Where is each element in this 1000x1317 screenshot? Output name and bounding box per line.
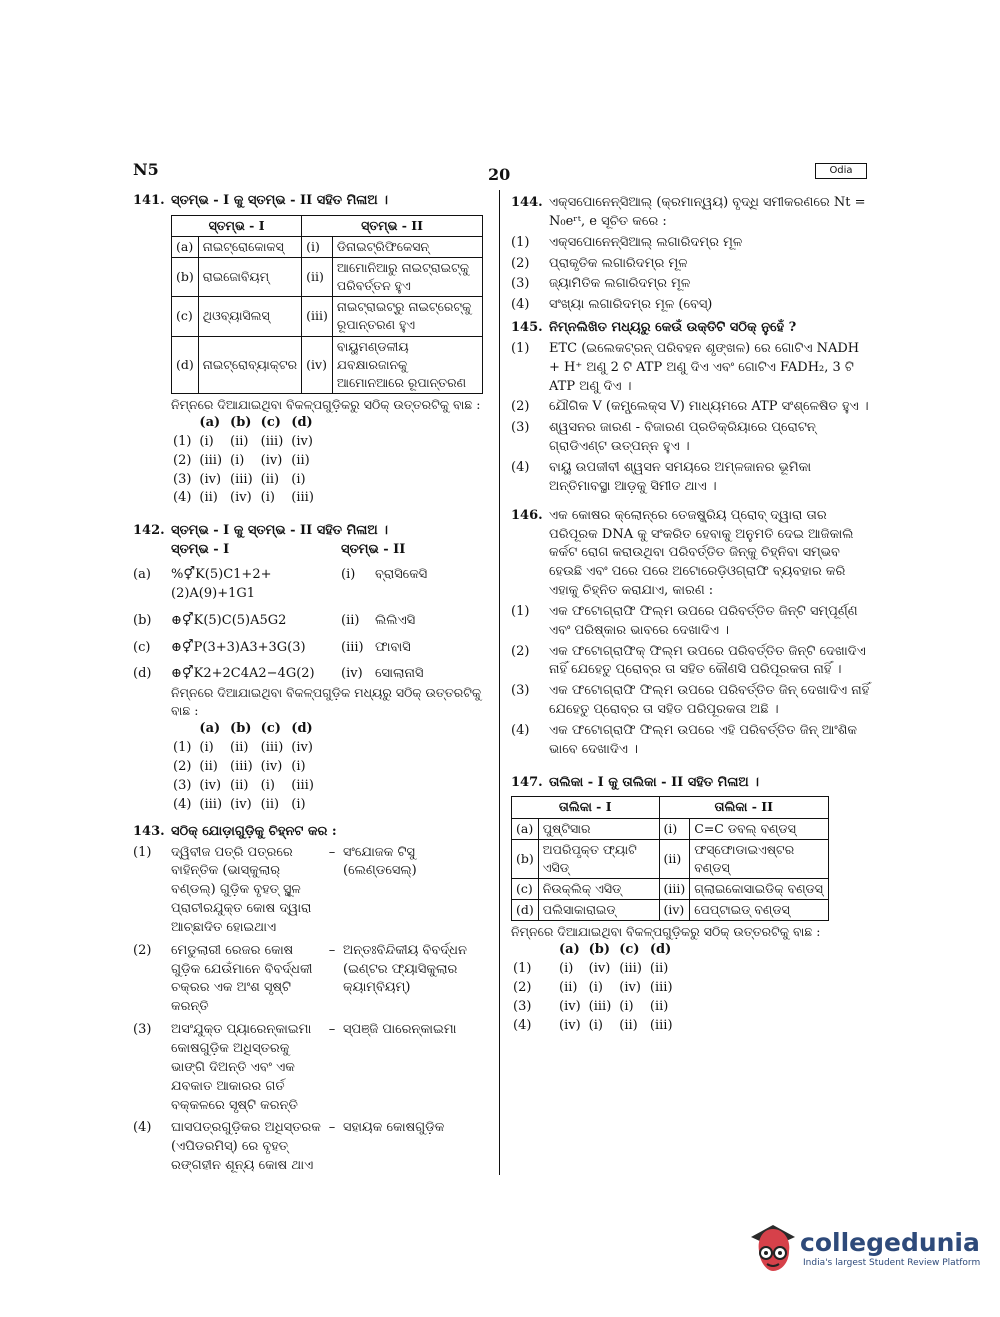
table-row [512,839,829,878]
option-cell: (iv) [199,471,222,487]
row-item: ⊕⚥K(5)C(5)A5G2 [171,612,287,628]
row-item: ଲିଲିଏସି [375,612,416,628]
option-row[interactable] [173,758,322,777]
question-number: 146. [511,507,543,523]
option-cell: (iii) [199,452,223,468]
question-142 [133,522,493,814]
option-number: (4) [133,1120,152,1136]
option-row[interactable] [513,979,681,998]
option-number: (3) [511,276,530,292]
pair-item: (3) ଅସଂଯୁକ୍ତ ପ୍ୟାରେନ୍‌କାଇମା କୋଷଗୁଡ଼ିକ ଅଧିସ୍ତରକୁ ଭାଙ୍ଗି ଦିଅନ୍ତି ଏବଂ ଏକ ଯବକାତ ଆକାରର ଗର୍ତ ବକ୍କଳରେ ସୃଷ୍ଟି କରନ୍ତି – ସ୍ପଞ୍ଜି ପାରେନ୍‌କାଇମା [133,1021,493,1115]
row-item: ପୁଷ୍ଟିସାର [538,818,659,839]
row-item: ନାଇଟ୍ରାଇଟ୍‌ରୁ ନାଇଟ୍ରେଟ୍‌କୁ ରୂପାନ୍ତରଣ ହୁଏ [332,297,482,336]
opt-head: (c) [619,942,640,958]
question-stem: ଏକ କୋଷର କ୍ଲୋନ୍‌ରେ ତେଜଷ୍କ୍ରିୟ ପ୍ରୋବ୍ ଦ୍ୱାରା ତାର ପରିପୂରକ DNA କୁ ସଂକରିତ ହେବାକୁ ଅନୁମତି ଦେଇ ଆଜିକାଲି କର୍କଟ ରୋଗ କରାଉଥିବା ପରିବର୍ତ୍ତିତ ଜିନ୍‌କୁ ଚିହ୍ନିବା ସମ୍ଭବ ହେଉଛି ଏବଂ ପରେ ପରେ ଅଟୋରେଡ଼ିଓଗ୍ରାଫି ବ୍ୟବହାର କରି ଏହାକୁ ଚିହ୍ନିତ କରାଯାଏ, କାରଣ : [549,507,854,599]
option-cell: (ii) [291,452,310,468]
row-item: ରାଇଜୋବିୟମ୍ [198,258,301,297]
row-key: (iv) [302,336,333,393]
question-stem: ସ୍ତମ୍ଭ - I କୁ ସ୍ତମ୍ଭ - II ସହିତ ମିଳାଅ । [171,193,388,208]
option-cell: (iii) [619,961,642,977]
table-row [172,258,483,297]
question-144 [511,194,871,315]
option-number: (2) [513,980,532,996]
pair-right: ଅନ୍ତଃବିନ୍ଦିକୀୟ ବିବର୍ଦ୍ଧନ (ଇଣ୍ଟର ଫ୍ୟାସିକୁଲାର କ୍ୟାମ୍ବିୟମ୍) [343,942,467,996]
opt-head: (b) [230,721,252,737]
option-text: ଯୌଗିକ V (କମ୍ପ୍ଲେକ୍ସ V) ମାଧ୍ୟମରେ ATP ସଂଶ୍ଳେଷିତ ହୁଏ । [549,399,869,415]
row-item: ସୋଲାନାସି [375,666,424,682]
pair-right: ସହାୟକ କୋଷଗୁଡ଼ିକ [343,1120,445,1136]
pair-left: ଅସଂଯୁକ୍ତ ପ୍ୟାରେନ୍‌କାଇମା କୋଷଗୁଡ଼ିକ ଅଧିସ୍ତରକୁ ଭାଙ୍ଗି ଦିଅନ୍ତି ଏବଂ ଏକ ଯବକାତ ଆକାରର ଗର୍ତ ବକ୍କଳରେ ସୃଷ୍ଟି କରନ୍ତି [171,1022,312,1113]
option-number: (3) [173,471,192,487]
table-row [512,878,829,899]
question-number: 142. [133,523,165,539]
question-number: 147. [511,774,543,790]
option-cell: (iv) [559,1017,581,1033]
row-key: (c) [172,297,199,336]
row-key: (iii) [659,878,690,899]
answer-options [173,720,322,814]
option-cell: (iii) [260,433,284,449]
pair-item: (2) ମେଡୁଲାରୀ ରେଜର କୋଷ ଗୁଡ଼ିକ ଯେଉଁମାନେ ବିବର୍ଦ୍ଧକୀ ଚକ୍ରର ଏକ ଅଂଶ ସୃଷ୍ଟି କରନ୍ତି – ଅନ୍ତଃବିନ୍ଦିକୀୟ ବିବର୍ଦ୍ଧନ (ଇଣ୍ଟର ଫ୍ୟାସିକୁଲାର କ୍ୟାମ୍ବିୟମ୍) [133,942,493,1017]
instruction: ନିମ୍ନରେ ଦିଆଯାଇଥିବା ବିକଳ୍ପଗୁଡ଼ିକ ମଧ୍ୟରୁ ସଠିକ୍ ଉତ୍ତରଟିକୁ ବାଛ : [171,685,482,719]
question-146 [511,507,871,760]
option-cell: (iv) [230,796,252,812]
option-cell: (i) [291,471,306,487]
option-cell: (i) [260,778,275,793]
option-cell: (ii) [649,998,669,1014]
question-141 [133,192,493,508]
option-number: (4) [173,796,192,812]
option-cell: (iv) [588,961,611,977]
row-key: (a) [133,567,151,582]
option-cell: (ii) [559,980,578,996]
row-key: (iv) [659,900,690,921]
option-cell: (iv) [559,998,581,1014]
question-147 [511,774,871,1036]
column-divider [499,190,500,1175]
option-cell: (iv) [230,490,252,506]
row-item: ଅପରିପୃକ୍ତ ଫ୍ୟାଟି ଏସିଡ୍ [538,839,659,878]
option-cell: (i) [291,759,306,775]
row-key: (d) [133,666,152,682]
option-cell: (i) [559,961,574,977]
instruction: ନିମ୍ନରେ ଦିଆଯାଇଥିବା ବିକଳ୍ପଗୁଡ଼ିକରୁ ସଠିକ୍ ଉତ୍ତରଟିକୁ ବାଛ : [511,924,821,940]
option-cell: (ii) [230,778,249,793]
row-item: %⚥K(5)C1+2+(2)A(9)+1G1 [171,567,272,601]
row-item: ନାଇଟ୍ରୋକୋକସ୍ [198,236,301,257]
option-number: (2) [133,942,152,958]
option-number: (1) [173,740,192,756]
row-item: ⊕⚥K2+2C4A2−4G(2) [171,666,315,682]
option-row[interactable] [513,1017,681,1036]
option-number: (1) [133,844,152,860]
option-cell: (iii) [588,998,612,1014]
pair-right: ସଂଯୋଜକ ଟିସୁ (ଲେଣ୍ଡସେଲ୍) [343,844,417,879]
option-cell: (iii) [649,1017,673,1033]
opt-head: (c) [260,721,281,737]
option-text: ଏକ ଫଟୋଗ୍ରାଫି ଫିଲ୍‌ମ ଉପରେ ପରିବର୍ତ୍ତିତ ଜିନ୍ ଦେଖାଦିଏ ନାହିଁ ଯେହେତୁ ପ୍ରୋବ୍‌ର ତା ସହିତ ପରିପୂରକତା ଅଛି । [549,683,870,718]
pair-item: (1) ଦ୍ୱିବୀଜ ପତ୍ରି ପତ୍ରରେ ବାହିନ୍ତିକ (ଭାସ୍କୁଲାର୍ ବଣ୍ଡଲ୍) ଗୁଡ଼ିକ ବୃହତ୍ ସ୍ଥୂଳ ପ୍ରାଚୀରଯୁକ୍ତ କୋଷ ଦ୍ୱାରା ଆଚ୍ଛାଦିତ ହୋଇଥାଏ – ସଂଯୋଜକ ଟିସୁ (ଲେଣ୍ଡସେଲ୍) [133,844,493,938]
opt-head: (d) [291,415,313,431]
option-number: (3) [133,1022,152,1038]
row-key: (ii) [341,612,360,628]
option-cell: (iv) [291,433,313,449]
column-2-header: ତାଲିକା - II [659,797,829,818]
row-item: ପଲିସାକାରାଇଡ୍ [538,900,659,921]
option-cell: (i) [588,1017,603,1033]
row-key: (iii) [302,297,333,336]
option-number: (1) [513,961,532,977]
option-cell: (i) [619,998,634,1014]
option-text: ଜ୍ୟାମିତିକ ଲଗାରିଦମ୍‌ର ମୂଳ [549,276,691,292]
option-cell: (iii) [230,759,253,775]
option-row[interactable] [173,471,322,490]
option-cell: (ii) [619,1017,638,1033]
option-number: (1) [511,603,530,619]
option-number: (3) [511,683,530,699]
row-key: (b) [172,258,199,297]
row-key: (ii) [302,258,333,297]
option-cell: (iv) [199,778,222,793]
option-row[interactable] [173,739,322,758]
option-cell: (iii) [649,980,673,996]
option-item[interactable] [511,234,871,253]
match-row [133,665,493,684]
page-number: 20 [488,165,511,184]
option-cell: (ii) [260,796,280,812]
option-cell: (ii) [199,490,218,506]
row-item: ନାଇଟ୍ରୋବ୍ୟାକ୍ଟର [198,336,301,393]
option-item[interactable] [511,340,871,397]
option-cell: (ii) [199,759,218,775]
option-cell: (ii) [260,471,280,487]
option-item[interactable] [511,722,871,760]
option-number: (4) [513,1017,532,1033]
option-cell: (ii) [230,433,249,449]
row-key: (a) [512,818,539,839]
option-row[interactable] [173,777,322,796]
option-cell: (i) [199,740,214,756]
pair-left: ମେଡୁଲାରୀ ରେଜର କୋଷ ଗୁଡ଼ିକ ଯେଉଁମାନେ ବିବର୍ଦ୍ଧକୀ ଚକ୍ରର ଏକ ଅଂଶ ସୃଷ୍ଟି କରନ୍ତି [171,942,313,1015]
option-item[interactable] [511,419,871,457]
question-number: 145. [511,320,543,336]
row-item: C=C ଡବଲ୍ ବଣ୍ଡସ୍ [690,818,829,839]
opt-head: (d) [649,942,672,958]
option-number: (2) [173,452,192,468]
option-item[interactable] [511,643,871,681]
question-number: 141. [133,193,165,208]
option-number: (4) [511,459,530,475]
row-item: ଫସ୍‌ଫୋଡାଇଏଷ୍ଟର ବଣ୍ଡସ୍ [690,839,829,878]
row-item: ବ୍ରାସିକେସି [375,567,428,582]
question-stem: ତାଲିକା - I କୁ ତାଲିକା - II ସହିତ ମିଳାଅ । [549,774,759,790]
option-item[interactable] [511,296,871,315]
row-key: (iv) [341,666,363,682]
option-row[interactable] [173,452,322,471]
option-cell: (iii) [230,471,253,487]
option-cell: (i) [291,796,306,812]
opt-head: (c) [260,415,281,431]
question-number: 143. [133,823,165,839]
row-item: ଡିନାଇଟ୍ରିଫିକେସନ୍ [332,236,482,257]
match-row [133,566,493,604]
row-key: (c) [512,878,539,899]
question-number: 144. [511,195,543,210]
row-key: (d) [512,900,539,921]
row-item: ନିଉକ୍ଲିକ୍ ଏସିଡ୍ [538,878,659,899]
row-key: (d) [172,336,199,393]
match-row [133,639,493,658]
column-1-header: ତାଲିକା - I [512,797,660,818]
opt-head: (a) [199,415,221,431]
pair-left: ଦ୍ୱିବୀଜ ପତ୍ରି ପତ୍ରରେ ବାହିନ୍ତିକ (ଭାସ୍କୁଲାର୍ ବଣ୍ଡଲ୍) ଗୁଡ଼ିକ ବୃହତ୍ ସ୍ଥୂଳ ପ୍ରାଚୀରଯୁକ୍ତ କୋଷ ଦ୍ୱାରା ଆଚ୍ଛାଦିତ ହୋଇଥାଏ [171,844,312,935]
row-item: ଗ୍ଲାଇକୋସାଇଡିକ୍ ବଣ୍ଡସ୍ [690,878,829,899]
row-item: ବାୟୁମଣ୍ଡଳୀୟ ଯବକ୍ଷାରଜାନକୁ ଆମୋନଆରେ ରୂପାନ୍ତରଣ [332,336,482,393]
option-cell: (iv) [619,980,641,996]
option-number: (2) [511,255,530,271]
opt-head: (b) [230,415,252,431]
option-number: (3) [513,998,532,1014]
question-stem: ସଠିକ୍ ଯୋଡ଼ାଗୁଡ଼ିକୁ ଚିହ୍ନଟ କର : [171,823,337,839]
option-number: (2) [511,399,530,415]
option-number: (4) [511,722,530,738]
option-row[interactable] [513,960,681,979]
table-row [512,818,829,839]
option-item[interactable] [511,682,871,720]
option-row[interactable] [173,433,322,452]
column-1-header: ସ୍ତମ୍ଭ - I [172,215,302,236]
question-stem: ନିମ୍ନଲିଖିତ ମଧ୍ୟରୁ କେଉଁ ଉକ୍ତିଟି ସଠିକ୍ ନୁହେଁ ? [549,320,797,336]
row-item: ଆମୋନିଆରୁ ନାଇଟ୍ରାଇଟ୍‌କୁ ପରିବର୍ତ୍ତନ ହୁଏ [332,258,482,297]
column-2-header: ସ୍ତମ୍ଭ - II [302,215,483,236]
row-key: (i) [302,236,333,257]
option-cell: (iii) [291,490,314,506]
pair-item: (4) ଘାସପତ୍ରଗୁଡ଼ିକର ଅଧିସ୍ତରକ (ଏପିଡରମିସ୍) ରେ ବୃହତ୍ ରଙ୍ଗହୀନ ଶୂନ୍ୟ କୋଷ ଥାଏ – ସହାୟକ କୋଷଗୁଡ଼ିକ [133,1119,493,1176]
answer-options [513,941,681,1035]
question-stem: ସ୍ତମ୍ଭ - I କୁ ସ୍ତମ୍ଭ - II ସହିତ ମିଳାଅ । [171,523,388,539]
right-column [511,192,871,1036]
row-key: (i) [659,818,690,839]
table-row [172,236,483,257]
column-1-header: ସ୍ତମ୍ଭ - I [171,542,230,558]
option-text: ଶ୍ୱସନର ଜାରଣ - ବିଜାରଣ ପ୍ରତିକ୍ରିୟାରେ ପ୍ରୋଟନ୍ ଗ୍ରାଡିଏଣ୍ଟ ଉତ୍ପନ୍ନ ହୁଏ । [549,420,816,455]
option-number: (2) [511,643,530,659]
collegedunia-mascot-icon [745,1215,800,1280]
option-number: (1) [511,234,530,250]
option-cell: (iii) [199,796,223,812]
row-item: ପେପ୍‌ଟାଇଡ୍ ବଣ୍ଡସ୍ [690,900,829,921]
option-text: ସଂଖ୍ୟା ଲଗାରିଦମ୍‌ର ମୂଳ (ବେସ୍) [549,297,713,313]
option-text: ବାୟୁ ଉପଜୀବୀ ଶ୍ୱସନ ସମୟରେ ଅମ୍ଳଜାନର ଭୂମିକା ଅନ୍ତିମାବସ୍ଥା ଆଡ଼କୁ ସିମୀତ ଥାଏ । [549,459,812,494]
paper-code: N5 [133,160,159,179]
option-cell: (i) [260,490,275,506]
language-label: Odia [815,163,867,179]
question-stem: ଏକ୍ସପୋନେନ୍‌ସିଆଲ୍ (କ୍ରମାନ୍ୱୟ) ବୃଦ୍ଧି ସମୀକରଣରେ Nt = N₀eʳᵗ, e ସୂଚିତ କରେ : [549,195,866,229]
table-row [172,297,483,336]
pair-left: ଘାସପତ୍ରଗୁଡ଼ିକର ଅଧିସ୍ତରକ (ଏପିଡରମିସ୍) ରେ ବୃହତ୍ ରଙ୍ଗହୀନ ଶୂନ୍ୟ କୋଷ ଥାଏ [171,1120,321,1174]
brand-tagline: India's largest Student Review Platform [803,1258,981,1268]
opt-head: (a) [199,721,221,737]
option-cell: (iv) [291,740,313,756]
left-column [133,192,493,1176]
row-item: ଫାବାସି [375,639,411,655]
option-cell: (ii) [649,961,669,977]
option-cell: (iv) [260,759,283,775]
option-item[interactable] [511,255,871,274]
answer-options [173,414,322,508]
row-item: ଥିଓବ୍ୟାସିଲସ୍ [198,297,301,336]
row-key: (a) [172,236,199,257]
option-item[interactable] [511,459,871,497]
opt-head: (b) [588,942,611,958]
option-text: ଏକ ଫଟୋଗ୍ରାଫି ଫିଲ୍‌ମ ଉପରେ ଏହି ପରିବର୍ତ୍ତିତ ଜିନ୍ ଆଂଶିକ ଭାବେ ଦେଖାଦିଏ । [549,722,857,757]
question-145 [511,319,871,497]
option-cell: (i) [588,980,603,996]
option-number: (4) [511,297,530,313]
opt-head: (d) [291,721,313,737]
option-item[interactable] [511,275,871,294]
option-text: ETC (ଇଲେକଟ୍ରନ୍ ପରିବହନ ଶୃଙ୍ଖଳ) ରେ ଗୋଟିଏ NADH + H⁺ ଅଣୁ 2 ଟି ATP ଅଣୁ ଦିଏ ଏବଂ ଗୋଟିଏ FADH₂, 3 ଟି ATP ଅଣୁ ଦିଏ । [549,340,860,394]
option-cell: (ii) [230,740,249,756]
option-number: (1) [173,433,192,449]
option-number: (4) [173,490,192,506]
option-number: (3) [511,420,530,436]
opt-head: (a) [559,942,580,958]
option-number: (2) [173,759,192,775]
option-text: ଏକ ଫଟୋଗ୍ରାଫିକ୍ ଫିଲ୍‌ମ ଉପରେ ପରିବର୍ତ୍ତିତ ଜିନ୍‌ଟି ଦେଖାଦିଏ ନାହିଁ ଯେହେତୁ ପ୍ରୋବ୍‌ର ତା ସହିତ କୌଣସି ପରିପୂରକତା ନାହିଁ । [549,643,866,678]
instruction: ନିମ୍ନରେ ଦିଆଯାଇଥିବା ବିକଳ୍ପଗୁଡ଼ିକରୁ ସଠିକ୍ ଉତ୍ତରଟିକୁ ବାଛ : [171,396,481,412]
option-row[interactable] [173,796,322,815]
row-item: ⊕⚥P(3+3)A3+3G(3) [171,639,306,655]
option-cell: (i) [199,433,214,449]
pair-right: ସ୍ପଞ୍ଜି ପାରେନ୍‌କାଇମା [343,1022,457,1038]
match-table [511,796,829,921]
row-key: (c) [133,639,151,655]
option-number: (1) [511,340,530,356]
option-text: ପ୍ରାକୃତିକ ଲଗାରିଦମ୍‌ର ମୂଳ [549,255,688,271]
row-key: (i) [341,567,356,582]
row-key: (iii) [341,639,364,655]
question-143 [133,823,493,1176]
option-row[interactable] [513,998,681,1017]
option-row[interactable] [173,489,322,508]
option-item[interactable] [511,398,871,417]
match-table [171,215,483,394]
row-key: (b) [512,839,539,878]
row-key: (ii) [659,839,690,878]
option-text: ଏକ୍ସପୋନେନ୍‌ସିଆଲ୍ ଲଗାରିଦମ୍‌ର ମୂଳ [549,234,743,250]
option-cell: (iv) [260,452,283,468]
table-row [512,900,829,921]
row-key: (b) [133,612,152,628]
option-number: (3) [173,778,192,793]
option-cell: (iii) [291,778,314,793]
table-row [172,336,483,393]
brand-name: collegedunia [800,1228,980,1257]
column-2-header: ସ୍ତମ୍ଭ - II [341,542,406,558]
option-cell: (iii) [260,740,284,756]
option-cell: (i) [230,452,245,468]
option-item[interactable] [511,603,871,641]
match-row [133,612,493,631]
option-text: ଏକ ଫଟୋଗ୍ରାଫି ଫିଲ୍‌ମ ଉପରେ ପରିବର୍ତ୍ତିତ ଜିନ୍‌ଟି ସମ୍ପୂର୍ଣ୍ଣ ଏବଂ ପରିଷ୍କାର ଭାବରେ ଦେଖାଦିଏ । [549,603,858,638]
